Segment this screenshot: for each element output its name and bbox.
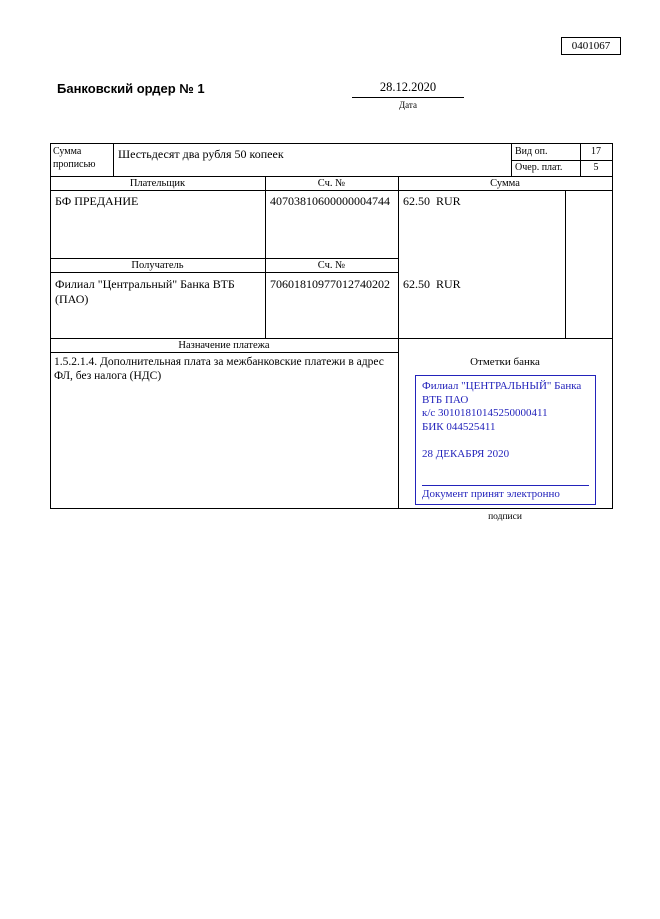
date-label: Дата [399,100,417,110]
table-divider [265,176,266,338]
op-type-label: Вид оп. [515,146,548,157]
order-table [50,143,613,528]
amount-in-words-label: Сумма прописью [53,146,96,170]
document-title: Банковский ордер № 1 [57,81,205,96]
stamp-note: Документ принят электронно [422,485,589,502]
purpose-text: 1.5.2.1.4. Дополнительная плата за межбанковские платежи в адрес ФЛ, без налога (НДС) [54,356,384,382]
payee-name: Филиал "Центральный" Банка ВТБ (ПАО) [55,277,235,306]
table-divider [565,190,566,338]
payer-account: 40703810600000004744 [270,194,390,208]
table-divider [50,190,613,191]
payer-account-column-header: Сч. № [317,178,346,189]
stamp-org-line2: ВТБ ПАО [422,393,469,406]
stamp-bik: БИК 044525411 [422,420,496,433]
payee-column-header: Получатель [131,260,184,271]
payer-amount: 62.50 RUR [403,194,461,208]
date-value: 28.12.2020 [352,80,464,98]
amount-in-words-value: Шестьдесят два рубля 50 копеек [118,147,284,161]
table-divider [511,143,512,176]
table-divider [50,338,613,339]
table-divider [50,143,613,144]
payee-account-column-header: Сч. № [317,260,346,271]
stamp-date: 28 ДЕКАБРЯ 2020 [422,448,510,460]
table-divider [50,176,613,177]
table-divider [50,508,613,509]
table-divider [113,143,114,176]
payer-column-header: Плательщик [129,178,186,189]
bank-stamp [415,375,596,505]
payer-name: БФ ПРЕДАНИЕ [55,194,139,208]
table-divider [50,143,51,508]
purpose-column-header: Назначение платежа [178,340,270,351]
signatures-label: подписи [488,512,522,522]
bank-marks-header: Отметки банка [470,356,540,368]
op-type-value: 17 [591,146,601,157]
table-divider [398,176,399,508]
payee-amount: 62.50 RUR [403,277,461,291]
form-code-box [561,37,621,55]
stamp-corr-account: к/с 30101810145250000411 [422,407,548,419]
priority-value: 5 [593,162,599,173]
stamp-org-line1: Филиал "ЦЕНТРАЛЬНЫЙ" Банка [422,380,582,392]
form-code: 0401067 [571,40,611,52]
table-divider [50,352,399,353]
table-divider [612,143,613,508]
payee-account: 70601810977012740202 [270,277,390,291]
sum-column-header: Сумма [490,178,520,189]
table-divider [50,272,399,273]
table-divider [50,258,399,259]
priority-label: Очер. плат. [515,162,563,173]
